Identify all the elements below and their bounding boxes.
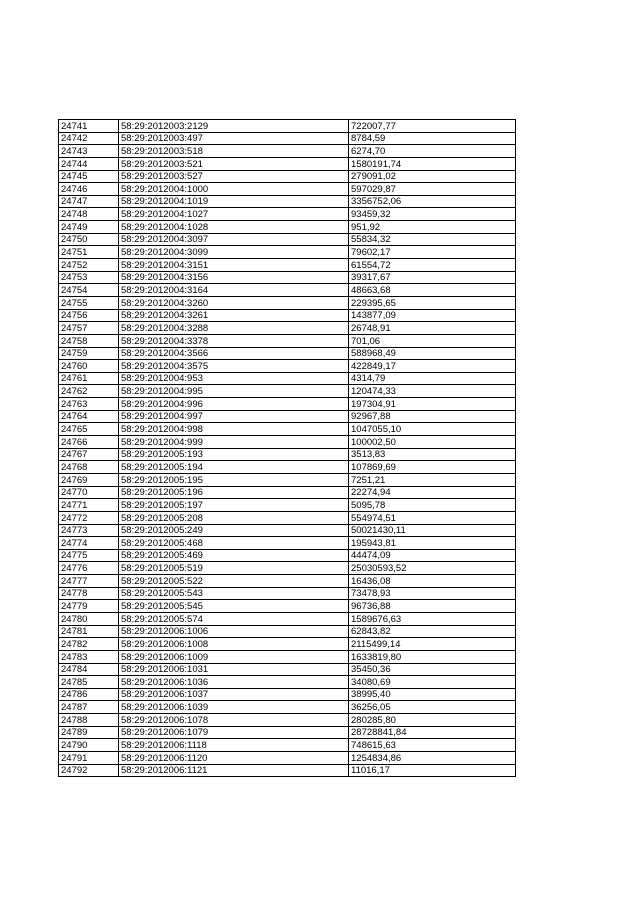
row-number-cell: 24762 bbox=[59, 385, 119, 398]
value-cell: 93459,32 bbox=[349, 208, 516, 221]
row-number-cell: 24749 bbox=[59, 221, 119, 234]
cadastral-number-cell: 58:29:2012005:208 bbox=[119, 511, 349, 524]
row-number-cell: 24773 bbox=[59, 524, 119, 537]
cadastral-number-cell: 58:29:2012005:469 bbox=[119, 549, 349, 562]
cadastral-number-cell: 58:29:2012005:519 bbox=[119, 562, 349, 575]
cadastral-number-cell: 58:29:2012004:3378 bbox=[119, 334, 349, 347]
row-number-cell: 24782 bbox=[59, 638, 119, 651]
cadastral-number-cell: 58:29:2012004:3151 bbox=[119, 259, 349, 272]
cadastral-number-cell: 58:29:2012003:2129 bbox=[119, 120, 349, 133]
table-row bbox=[59, 486, 516, 499]
row-number-cell: 24777 bbox=[59, 575, 119, 588]
table-row bbox=[59, 714, 516, 727]
table-row bbox=[59, 410, 516, 423]
value-cell: 35450,36 bbox=[349, 663, 516, 676]
row-number-cell: 24774 bbox=[59, 537, 119, 550]
row-number-cell: 24750 bbox=[59, 233, 119, 246]
table-row bbox=[59, 638, 516, 651]
cadastral-number-cell: 58:29:2012003:527 bbox=[119, 170, 349, 183]
cadastral-number-cell: 58:29:2012004:998 bbox=[119, 423, 349, 436]
value-cell: 3513,83 bbox=[349, 448, 516, 461]
table-row bbox=[59, 423, 516, 436]
table-row bbox=[59, 145, 516, 158]
cadastral-number-cell: 58:29:2012006:1121 bbox=[119, 764, 349, 777]
table-row bbox=[59, 764, 516, 777]
value-cell: 1589676,63 bbox=[349, 612, 516, 625]
cadastral-number-cell: 58:29:2012004:3288 bbox=[119, 322, 349, 335]
value-cell: 22274,94 bbox=[349, 486, 516, 499]
value-cell: 62843,82 bbox=[349, 625, 516, 638]
row-number-cell: 24766 bbox=[59, 436, 119, 449]
cadastral-number-cell: 58:29:2012004:1028 bbox=[119, 221, 349, 234]
table-row bbox=[59, 739, 516, 752]
table-row bbox=[59, 360, 516, 373]
value-cell: 1254834,86 bbox=[349, 752, 516, 765]
row-number-cell: 24769 bbox=[59, 473, 119, 486]
value-cell: 120474,33 bbox=[349, 385, 516, 398]
row-number-cell: 24790 bbox=[59, 739, 119, 752]
value-cell: 96736,88 bbox=[349, 600, 516, 613]
table-row bbox=[59, 271, 516, 284]
table-row bbox=[59, 259, 516, 272]
table-row bbox=[59, 511, 516, 524]
table-row bbox=[59, 575, 516, 588]
table-row bbox=[59, 221, 516, 234]
table-row bbox=[59, 688, 516, 701]
table-row bbox=[59, 309, 516, 322]
cadastral-number-cell: 58:29:2012004:3566 bbox=[119, 347, 349, 360]
table-row bbox=[59, 170, 516, 183]
table-row bbox=[59, 385, 516, 398]
row-number-cell: 24787 bbox=[59, 701, 119, 714]
cadastral-number-cell: 58:29:2012006:1036 bbox=[119, 676, 349, 689]
value-cell: 1580191,74 bbox=[349, 157, 516, 170]
value-cell: 3356752,06 bbox=[349, 195, 516, 208]
value-cell: 951,92 bbox=[349, 221, 516, 234]
cadastral-number-cell: 58:29:2012006:1039 bbox=[119, 701, 349, 714]
table-row bbox=[59, 701, 516, 714]
table-row bbox=[59, 562, 516, 575]
table-row bbox=[59, 726, 516, 739]
row-number-cell: 24748 bbox=[59, 208, 119, 221]
row-number-cell: 24792 bbox=[59, 764, 119, 777]
cadastral-number-cell: 58:29:2012006:1006 bbox=[119, 625, 349, 638]
row-number-cell: 24788 bbox=[59, 714, 119, 727]
value-cell: 6274,70 bbox=[349, 145, 516, 158]
table-row bbox=[59, 650, 516, 663]
table-row bbox=[59, 612, 516, 625]
cadastral-number-cell: 58:29:2012004:996 bbox=[119, 398, 349, 411]
table-row bbox=[59, 183, 516, 196]
value-cell: 100002,50 bbox=[349, 436, 516, 449]
value-cell: 229395,65 bbox=[349, 296, 516, 309]
row-number-cell: 24761 bbox=[59, 372, 119, 385]
row-number-cell: 24745 bbox=[59, 170, 119, 183]
cadastral-number-cell: 58:29:2012005:197 bbox=[119, 499, 349, 512]
table-row bbox=[59, 499, 516, 512]
cadastral-number-cell: 58:29:2012005:194 bbox=[119, 461, 349, 474]
cadastral-number-cell: 58:29:2012006:1120 bbox=[119, 752, 349, 765]
table-row bbox=[59, 195, 516, 208]
cadastral-number-cell: 58:29:2012005:543 bbox=[119, 587, 349, 600]
row-number-cell: 24772 bbox=[59, 511, 119, 524]
row-number-cell: 24771 bbox=[59, 499, 119, 512]
row-number-cell: 24767 bbox=[59, 448, 119, 461]
table-row bbox=[59, 461, 516, 474]
table-row bbox=[59, 372, 516, 385]
cadastral-number-cell: 58:29:2012005:468 bbox=[119, 537, 349, 550]
cadastral-number-cell: 58:29:2012006:1079 bbox=[119, 726, 349, 739]
value-cell: 588968,49 bbox=[349, 347, 516, 360]
row-number-cell: 24755 bbox=[59, 296, 119, 309]
cadastral-number-cell: 58:29:2012003:518 bbox=[119, 145, 349, 158]
cadastral-number-cell: 58:29:2012004:1027 bbox=[119, 208, 349, 221]
value-cell: 28728841,84 bbox=[349, 726, 516, 739]
value-cell: 48663,68 bbox=[349, 284, 516, 297]
cadastral-number-cell: 58:29:2012003:521 bbox=[119, 157, 349, 170]
value-cell: 44474,09 bbox=[349, 549, 516, 562]
cadastral-number-cell: 58:29:2012005:193 bbox=[119, 448, 349, 461]
table-row bbox=[59, 537, 516, 550]
value-cell: 1633819,80 bbox=[349, 650, 516, 663]
table-row bbox=[59, 334, 516, 347]
row-number-cell: 24744 bbox=[59, 157, 119, 170]
cadastral-number-cell: 58:29:2012005:195 bbox=[119, 473, 349, 486]
row-number-cell: 24780 bbox=[59, 612, 119, 625]
value-cell: 701,06 bbox=[349, 334, 516, 347]
cadastral-number-cell: 58:29:2012004:1000 bbox=[119, 183, 349, 196]
cadastral-number-cell: 58:29:2012004:953 bbox=[119, 372, 349, 385]
table-row bbox=[59, 676, 516, 689]
data-table bbox=[58, 119, 516, 777]
value-cell: 597029,87 bbox=[349, 183, 516, 196]
table-row bbox=[59, 436, 516, 449]
row-number-cell: 24747 bbox=[59, 195, 119, 208]
cadastral-number-cell: 58:29:2012004:997 bbox=[119, 410, 349, 423]
value-cell: 38995,40 bbox=[349, 688, 516, 701]
cadastral-number-cell: 58:29:2012005:545 bbox=[119, 600, 349, 613]
cadastral-number-cell: 58:29:2012004:3575 bbox=[119, 360, 349, 373]
table-row bbox=[59, 549, 516, 562]
cadastral-number-cell: 58:29:2012004:1019 bbox=[119, 195, 349, 208]
value-cell: 61554,72 bbox=[349, 259, 516, 272]
row-number-cell: 24770 bbox=[59, 486, 119, 499]
value-cell: 39317,67 bbox=[349, 271, 516, 284]
table-row bbox=[59, 752, 516, 765]
value-cell: 36256,05 bbox=[349, 701, 516, 714]
value-cell: 92967,88 bbox=[349, 410, 516, 423]
table-row bbox=[59, 233, 516, 246]
row-number-cell: 24759 bbox=[59, 347, 119, 360]
table-row bbox=[59, 448, 516, 461]
table-row bbox=[59, 524, 516, 537]
value-cell: 16436,08 bbox=[349, 575, 516, 588]
table-row bbox=[59, 208, 516, 221]
cadastral-number-cell: 58:29:2012006:1118 bbox=[119, 739, 349, 752]
row-number-cell: 24784 bbox=[59, 663, 119, 676]
row-number-cell: 24775 bbox=[59, 549, 119, 562]
row-number-cell: 24765 bbox=[59, 423, 119, 436]
row-number-cell: 24760 bbox=[59, 360, 119, 373]
table-row bbox=[59, 284, 516, 297]
value-cell: 722007,77 bbox=[349, 120, 516, 133]
value-cell: 2115499,14 bbox=[349, 638, 516, 651]
value-cell: 26748,91 bbox=[349, 322, 516, 335]
cadastral-number-cell: 58:29:2012004:999 bbox=[119, 436, 349, 449]
row-number-cell: 24746 bbox=[59, 183, 119, 196]
cadastral-number-cell: 58:29:2012005:249 bbox=[119, 524, 349, 537]
cadastral-number-cell: 58:29:2012004:3164 bbox=[119, 284, 349, 297]
row-number-cell: 24789 bbox=[59, 726, 119, 739]
row-number-cell: 24781 bbox=[59, 625, 119, 638]
row-number-cell: 24785 bbox=[59, 676, 119, 689]
value-cell: 279091,02 bbox=[349, 170, 516, 183]
table-row bbox=[59, 322, 516, 335]
table-row bbox=[59, 246, 516, 259]
table-row bbox=[59, 296, 516, 309]
cadastral-number-cell: 58:29:2012006:1078 bbox=[119, 714, 349, 727]
table-row bbox=[59, 473, 516, 486]
value-cell: 73478,93 bbox=[349, 587, 516, 600]
row-number-cell: 24776 bbox=[59, 562, 119, 575]
table-row bbox=[59, 132, 516, 145]
value-cell: 195943,81 bbox=[349, 537, 516, 550]
cadastral-number-cell: 58:29:2012004:3156 bbox=[119, 271, 349, 284]
table-row bbox=[59, 347, 516, 360]
table-row bbox=[59, 120, 516, 133]
table-row bbox=[59, 625, 516, 638]
cadastral-number-cell: 58:29:2012005:574 bbox=[119, 612, 349, 625]
row-number-cell: 24763 bbox=[59, 398, 119, 411]
value-cell: 143877,09 bbox=[349, 309, 516, 322]
cadastral-number-cell: 58:29:2012004:3097 bbox=[119, 233, 349, 246]
cadastral-number-cell: 58:29:2012006:1031 bbox=[119, 663, 349, 676]
row-number-cell: 24791 bbox=[59, 752, 119, 765]
value-cell: 4314,79 bbox=[349, 372, 516, 385]
value-cell: 25030593,52 bbox=[349, 562, 516, 575]
row-number-cell: 24757 bbox=[59, 322, 119, 335]
table-row bbox=[59, 587, 516, 600]
cadastral-number-cell: 58:29:2012005:522 bbox=[119, 575, 349, 588]
table-row bbox=[59, 600, 516, 613]
cadastral-number-cell: 58:29:2012003:497 bbox=[119, 132, 349, 145]
value-cell: 280285,80 bbox=[349, 714, 516, 727]
table-row bbox=[59, 663, 516, 676]
table-body bbox=[59, 120, 516, 777]
value-cell: 7251,21 bbox=[349, 473, 516, 486]
value-cell: 8784,59 bbox=[349, 132, 516, 145]
cadastral-number-cell: 58:29:2012006:1037 bbox=[119, 688, 349, 701]
value-cell: 107869,69 bbox=[349, 461, 516, 474]
value-cell: 79602,17 bbox=[349, 246, 516, 259]
value-cell: 50021430,11 bbox=[349, 524, 516, 537]
value-cell: 55834,32 bbox=[349, 233, 516, 246]
row-number-cell: 24783 bbox=[59, 650, 119, 663]
row-number-cell: 24751 bbox=[59, 246, 119, 259]
cadastral-number-cell: 58:29:2012004:3099 bbox=[119, 246, 349, 259]
row-number-cell: 24754 bbox=[59, 284, 119, 297]
value-cell: 554974,51 bbox=[349, 511, 516, 524]
value-cell: 748615,63 bbox=[349, 739, 516, 752]
table-row bbox=[59, 157, 516, 170]
cadastral-number-cell: 58:29:2012006:1008 bbox=[119, 638, 349, 651]
row-number-cell: 24742 bbox=[59, 132, 119, 145]
cadastral-number-cell: 58:29:2012006:1009 bbox=[119, 650, 349, 663]
table-row bbox=[59, 398, 516, 411]
row-number-cell: 24764 bbox=[59, 410, 119, 423]
value-cell: 11016,17 bbox=[349, 764, 516, 777]
row-number-cell: 24741 bbox=[59, 120, 119, 133]
row-number-cell: 24778 bbox=[59, 587, 119, 600]
row-number-cell: 24779 bbox=[59, 600, 119, 613]
value-cell: 1047055,10 bbox=[349, 423, 516, 436]
row-number-cell: 24753 bbox=[59, 271, 119, 284]
value-cell: 422849,17 bbox=[349, 360, 516, 373]
value-cell: 34080,69 bbox=[349, 676, 516, 689]
cadastral-number-cell: 58:29:2012004:995 bbox=[119, 385, 349, 398]
row-number-cell: 24758 bbox=[59, 334, 119, 347]
value-cell: 5095,78 bbox=[349, 499, 516, 512]
cadastral-number-cell: 58:29:2012004:3261 bbox=[119, 309, 349, 322]
row-number-cell: 24786 bbox=[59, 688, 119, 701]
row-number-cell: 24743 bbox=[59, 145, 119, 158]
row-number-cell: 24752 bbox=[59, 259, 119, 272]
row-number-cell: 24756 bbox=[59, 309, 119, 322]
value-cell: 197304,91 bbox=[349, 398, 516, 411]
cadastral-number-cell: 58:29:2012005:196 bbox=[119, 486, 349, 499]
cadastral-number-cell: 58:29:2012004:3260 bbox=[119, 296, 349, 309]
row-number-cell: 24768 bbox=[59, 461, 119, 474]
